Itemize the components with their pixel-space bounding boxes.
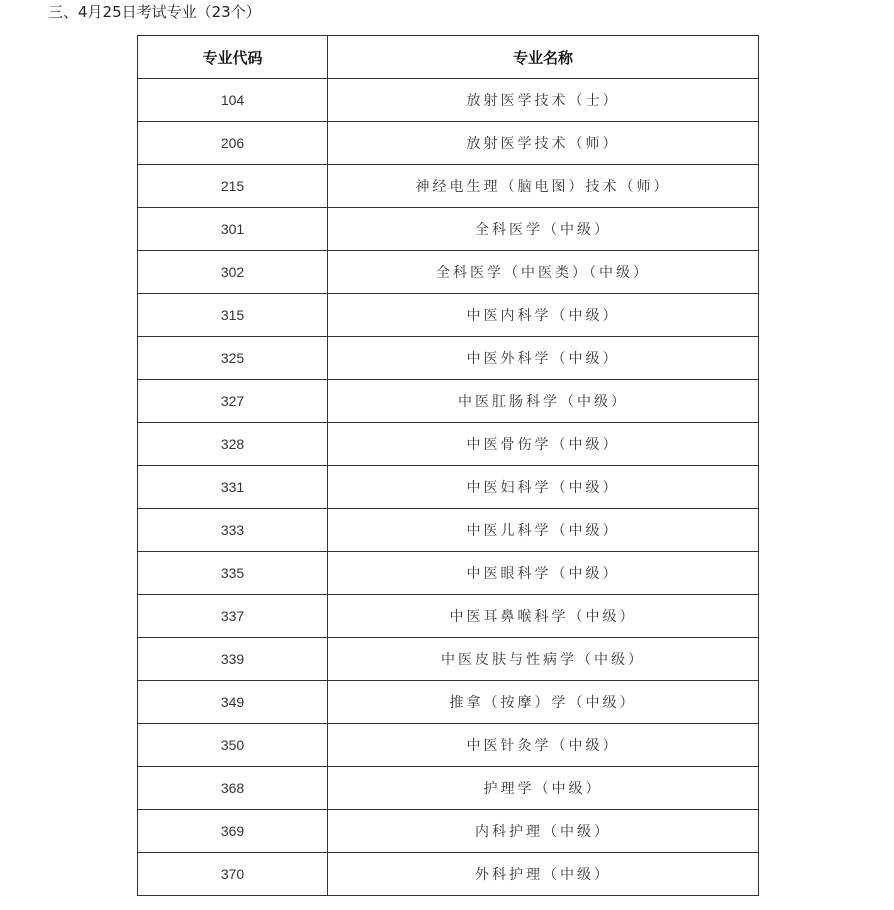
table-row xyxy=(138,165,759,208)
specialty-code-cell: 335 xyxy=(138,552,328,595)
specialty-code-cell: 104 xyxy=(138,79,328,122)
specialty-code-cell: 325 xyxy=(138,337,328,380)
table-row xyxy=(138,767,759,810)
table-row xyxy=(138,724,759,767)
specialty-name-cell: 中医针灸学（中级） xyxy=(328,724,759,767)
specialty-code-cell: 327 xyxy=(138,380,328,423)
section-heading: 三、4月25日考试专业（23个） xyxy=(48,3,261,21)
table-row xyxy=(138,853,759,896)
header-specialty-name: 专业名称 xyxy=(328,36,759,79)
specialty-code-cell: 302 xyxy=(138,251,328,294)
specialty-name-cell: 放射医学技术（师） xyxy=(328,122,759,165)
table-row xyxy=(138,681,759,724)
specialty-name-cell: 中医儿科学（中级） xyxy=(328,509,759,552)
specialty-code-cell: 328 xyxy=(138,423,328,466)
table-row xyxy=(138,380,759,423)
specialty-name-cell: 外科护理（中级） xyxy=(328,853,759,896)
specialty-name-cell: 中医骨伤学（中级） xyxy=(328,423,759,466)
specialty-name-cell: 中医眼科学（中级） xyxy=(328,552,759,595)
specialty-name-cell: 中医肛肠科学（中级） xyxy=(328,380,759,423)
specialty-name-cell: 全科医学（中级） xyxy=(328,208,759,251)
exam-specialty-table xyxy=(137,35,759,896)
table-row xyxy=(138,810,759,853)
table-row xyxy=(138,337,759,380)
table-row xyxy=(138,122,759,165)
table-row xyxy=(138,294,759,337)
specialty-name-cell: 内科护理（中级） xyxy=(328,810,759,853)
specialty-name-cell: 放射医学技术（士） xyxy=(328,79,759,122)
table-row xyxy=(138,552,759,595)
specialty-name-cell: 中医内科学（中级） xyxy=(328,294,759,337)
table-row xyxy=(138,466,759,509)
table-row xyxy=(138,79,759,122)
specialty-code-cell: 331 xyxy=(138,466,328,509)
specialty-name-cell: 中医皮肤与性病学（中级） xyxy=(328,638,759,681)
specialty-code-cell: 349 xyxy=(138,681,328,724)
specialty-name-cell: 推拿（按摩）学（中级） xyxy=(328,681,759,724)
table-row xyxy=(138,638,759,681)
table-row xyxy=(138,595,759,638)
table-row xyxy=(138,208,759,251)
specialty-name-cell: 中医耳鼻喉科学（中级） xyxy=(328,595,759,638)
specialty-name-cell: 全科医学（中医类）（中级） xyxy=(328,251,759,294)
specialty-code-cell: 301 xyxy=(138,208,328,251)
specialty-code-cell: 368 xyxy=(138,767,328,810)
specialty-name-cell: 中医外科学（中级） xyxy=(328,337,759,380)
specialty-code-cell: 370 xyxy=(138,853,328,896)
exam-specialty-table-container xyxy=(137,35,758,896)
specialty-code-cell: 333 xyxy=(138,509,328,552)
specialty-code-cell: 339 xyxy=(138,638,328,681)
table-header-row xyxy=(138,36,759,79)
specialty-name-cell: 中医妇科学（中级） xyxy=(328,466,759,509)
table-row xyxy=(138,251,759,294)
specialty-code-cell: 215 xyxy=(138,165,328,208)
specialty-code-cell: 337 xyxy=(138,595,328,638)
specialty-code-cell: 315 xyxy=(138,294,328,337)
specialty-code-cell: 369 xyxy=(138,810,328,853)
header-specialty-code: 专业代码 xyxy=(138,36,328,79)
specialty-name-cell: 神经电生理（脑电图）技术（师） xyxy=(328,165,759,208)
specialty-code-cell: 206 xyxy=(138,122,328,165)
table-row xyxy=(138,423,759,466)
specialty-name-cell: 护理学（中级） xyxy=(328,767,759,810)
specialty-code-cell: 350 xyxy=(138,724,328,767)
table-row xyxy=(138,509,759,552)
